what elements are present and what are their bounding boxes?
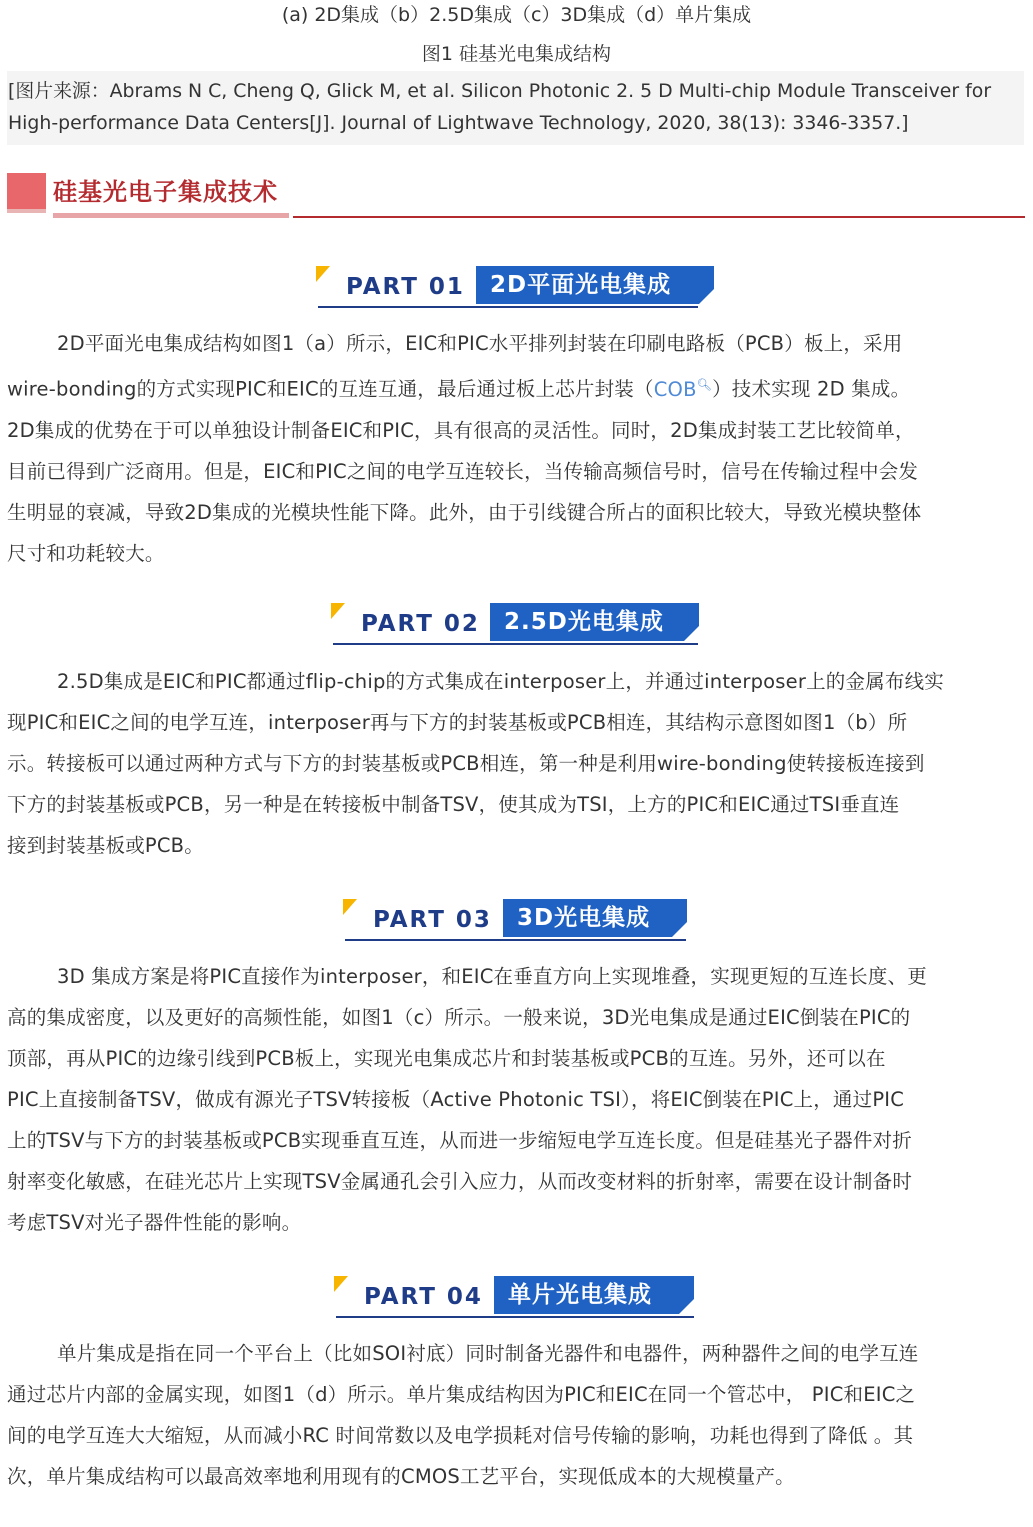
part-label: PART 03 [373,907,492,933]
paragraph-line: 示。转接板可以通过两种方式与下方的封装基板或PCB相连，第一种是利用wire-bonding使转接板连接到 [7,752,925,775]
cob-link-text: COB [653,377,697,401]
search-icon[interactable]: 🔍︎ [696,377,713,391]
part-03-header [343,899,693,943]
paragraph-text: wire-bonding的方式实现PIC和EIC的互连互通，最后通过板上芯片封装（ [7,377,654,401]
figure-subcaption: (a) 2D集成（b）2.5D集成（c）3D集成（d）单片集成 [281,4,752,26]
figure-source-line: [图片来源：Abrams N C, Cheng Q, Glick M, et al. Silicon Photonic 2. 5 D Multi-chip Module Transceiver for [8,80,992,102]
figure-source-line: High-performance Data Centers[J]. Journal of Lightwave Technology, 2020, 38(13): 3346-3357.] [8,112,909,134]
paragraph-line: 2D集成的优势在于可以单独设计制备EIC和PIC，具有很高的灵活性。同时，2D集成封装工艺比较简单， [7,418,915,442]
part-title-corner [678,1299,694,1315]
paragraph-line: 生明显的衰减，导致2D集成的光模块性能下降。此外，由于引线键合所占的面积比较大，导致光模块整体 [7,500,922,524]
part-04-header [334,1276,704,1320]
paragraph-line: 接到封装基板或PCB。 [7,834,204,857]
paragraph-line [7,364,1026,410]
part-title: 单片光电集成 [494,1276,694,1314]
part-underline [318,306,698,308]
part-underline [336,1316,694,1318]
part-label: PART 02 [361,611,480,637]
part-02-header [331,603,711,647]
corner-accent-icon [343,899,357,915]
cob-link[interactable] [654,378,712,401]
section-marker-underline [7,209,46,213]
paragraph-line: 2.5D集成是EIC和PIC都通过flip-chip的方式集成在interposer上，并通过interposer上的金属布线实 [57,670,944,693]
paragraph-line: 下方的封装基板或PCB，另一种是在转接板中制备TSV，使其成为TSI，上方的PIC和EIC通过TSI垂直连 [7,793,900,816]
paragraph-text: ）技术实现 2D 集成。 [712,377,911,401]
paragraph-line: 现PIC和EIC之间的电学互连，interposer再与下方的封装基板或PCB相连，其结构示意图如图1（b）所 [7,711,908,734]
paragraph-line: PIC上直接制备TSV，做成有源光子TSV转接板（Active Photonic TSI），将EIC倒装在PIC上，通过PIC [7,1088,905,1111]
part-label: PART 01 [346,274,465,300]
part-title: 2.5D光电集成 [490,603,699,641]
paragraph-line: 考虑TSV对光子器件性能的影响。 [7,1211,302,1234]
part-03-body [7,956,1026,1243]
part-label: PART 04 [364,1284,483,1310]
paragraph-line: 2D平面光电集成结构如图1（a）所示，EIC和PIC水平排列封装在印刷电路板（PCB）板上，采用 [57,332,903,355]
section-header [7,173,1025,223]
paragraph-line: 3D 集成方案是将PIC直接作为interposer，和EIC在垂直方向上实现堆叠，实现更短的互连长度、更 [57,965,927,988]
part-title-corner [671,922,687,938]
part-01-header [316,266,716,310]
part-underline [333,643,698,645]
part-title-corner [698,289,714,305]
corner-accent-icon [334,1276,348,1292]
part-title: 2D平面光电集成 [476,266,714,304]
section-divider [293,216,1025,218]
corner-accent-icon [331,603,345,619]
paragraph-line: 尺寸和功耗较大。 [7,541,165,565]
part-title: 3D光电集成 [503,899,687,937]
paragraph-line: 次，单片集成结构可以最高效率地利用现有的CMOS工艺平台，实现低成本的大规模量产。 [7,1465,795,1488]
paragraph-line: 高的集成密度，以及更好的高频性能，如图1（c）所示。一般来说，3D光电集成是通过EIC倒装在PIC的 [7,1006,911,1029]
part-02-body [7,661,1026,866]
figure-source [7,71,1024,145]
paragraph-line: 顶部，再从PIC的边缘引线到PCB板上，实现光电集成芯片和封装基板或PCB的互连。另外，还可以在 [7,1047,886,1070]
part-title-corner [683,626,699,642]
figure-title: 图1 硅基光电集成结构 [421,43,612,65]
paragraph-line: 目前已得到广泛商用。但是，EIC和PIC之间的电学互连较长，当传输高频信号时，信号在传输过程中会发 [7,459,919,483]
corner-accent-icon [316,266,330,282]
part-underline [345,939,686,941]
paragraph-line: 上的TSV与下方的封装基板或PCB实现垂直互连，从而进一步缩短电学互连长度。但是硅基光子器件对折 [7,1129,912,1152]
part-04-body [7,1333,1026,1497]
paragraph-line: 单片集成是指在同一个平台上（比如SOI衬底）同时制备光器件和电器件，两种器件之间的电学互连 [57,1342,919,1365]
section-marker [7,173,46,209]
paragraph-line: 射率变化敏感，在硅光芯片上实现TSV金属通孔会引入应力，从而改变材料的折射率，需要在设计制备时 [7,1170,913,1193]
paragraph-line: 通过芯片内部的金属实现，如图1（d）所示。单片集成结构因为PIC和EIC在同一个管芯中， PIC和EIC之 [7,1383,916,1406]
section-title: 硅基光电子集成技术 [53,178,278,206]
paragraph-line: 间的电学互连大大缩短，从而减小RC 时间常数以及电学损耗对信号传输的影响，功耗也得到了降低 。其 [7,1424,914,1447]
section-title-underline [53,213,289,218]
part-01-body [7,323,1026,574]
